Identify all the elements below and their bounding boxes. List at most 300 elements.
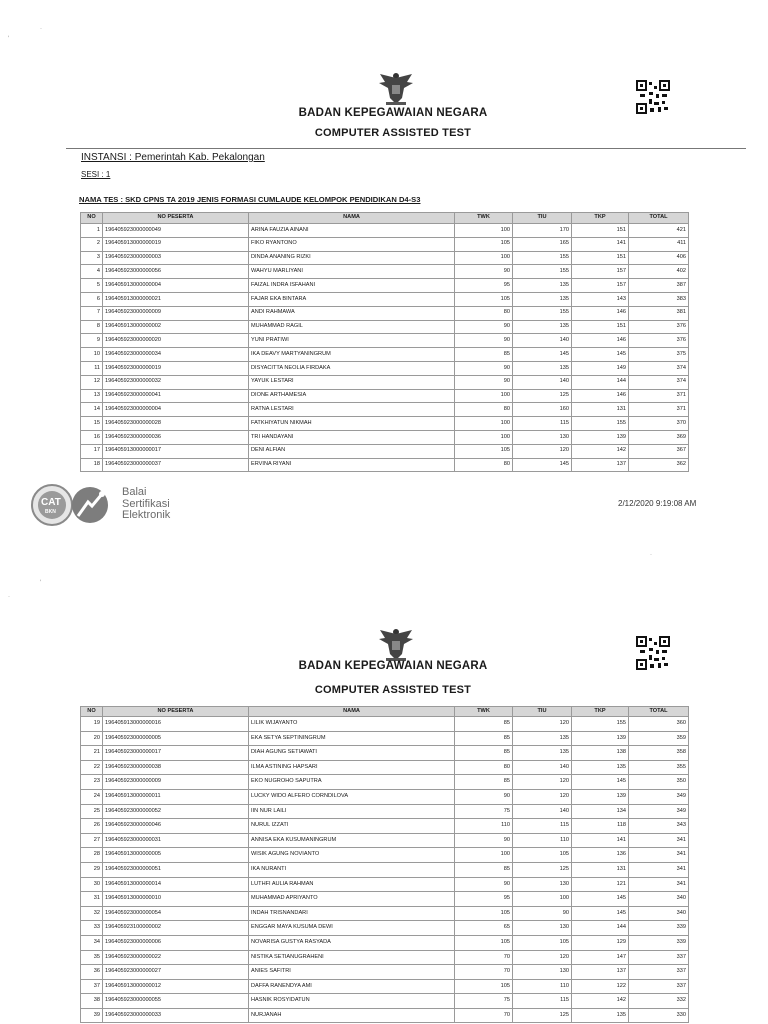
table-cell: 196405923000000031 [103,833,249,848]
column-header: NO PESERTA [103,707,249,717]
table-cell: 32 [81,906,103,921]
table-cell: 95 [455,279,513,293]
table-cell: 145 [513,348,572,362]
table-cell: 15 [81,417,103,431]
table-cell: DINDA ANANING RIZKI [249,251,455,265]
table-cell: 339 [629,935,689,950]
table-cell: LILIK WIJAYANTO [249,717,455,732]
table-cell: FATKHIYATUN NIKMAH [249,417,455,431]
table-cell: 155 [513,306,572,320]
table-cell: TRI HANDAYANI [249,430,455,444]
garuda-emblem-icon [376,624,416,664]
table-cell: 341 [629,877,689,892]
seal-line: Elektronik [122,509,171,522]
table-cell: 70 [455,1008,513,1023]
table-cell: 100 [455,389,513,403]
table-cell: 139 [572,430,629,444]
table-cell: 196405923000000009 [103,775,249,790]
table-cell: 146 [572,306,629,320]
column-header: TWK [455,707,513,717]
table-cell: 149 [572,361,629,375]
table-cell: LUCKY WIDO ALFERO CORNDILOVA [249,789,455,804]
table-cell: 355 [629,760,689,775]
table-cell: 20 [81,731,103,746]
seal-badge-top: CAT [41,497,61,508]
table-row [81,746,689,761]
table-cell: 80 [455,760,513,775]
table-header-row [81,707,689,717]
table-cell: 157 [572,279,629,293]
table-cell: 341 [629,848,689,863]
table-cell: 358 [629,746,689,761]
table-cell: 2 [81,237,103,251]
table-cell: 332 [629,994,689,1009]
table-row [81,979,689,994]
table-cell: LUTHFI AULIA RAHMAN [249,877,455,892]
table-cell: 85 [455,862,513,877]
table-row [81,789,689,804]
table-row [81,760,689,775]
table-cell: ERVINA RIYANI [249,458,455,472]
table-cell: 140 [513,804,572,819]
table-cell: 28 [81,848,103,863]
table-cell: 196405913000000011 [103,789,249,804]
column-header: NO [81,213,103,224]
table-cell: FAIZAL INDRA ISFAHANI [249,279,455,293]
table-cell: 135 [513,746,572,761]
table-cell: MUHAMMAD APRIYANTO [249,892,455,907]
table-cell: 196405923000000054 [103,906,249,921]
table-cell: 196405913000000002 [103,320,249,334]
table-cell: 139 [572,789,629,804]
table-cell: 129 [572,935,629,950]
table-cell: 115 [513,994,572,1009]
table-cell: 90 [513,906,572,921]
table-row [81,237,689,251]
table-cell: 341 [629,862,689,877]
table-cell: 18 [81,458,103,472]
table-cell: 34 [81,935,103,950]
table-cell: 100 [455,430,513,444]
table-cell: NOVARISA GUSTYA RASYADA [249,935,455,950]
table-cell: 120 [513,717,572,732]
table-row [81,430,689,444]
table-row [81,375,689,389]
table-cell: 125 [513,389,572,403]
table-row [81,279,689,293]
table-cell: 359 [629,731,689,746]
table-cell: 196405923000000037 [103,458,249,472]
table-cell: WAHYU MARLIYANI [249,265,455,279]
table-cell: HASNIK ROSYIDATUN [249,994,455,1009]
column-header: TOTAL [629,707,689,717]
table-cell: 341 [629,833,689,848]
table-cell: 140 [513,334,572,348]
table-cell: 85 [455,775,513,790]
table-cell: 105 [455,237,513,251]
table-cell: 85 [455,717,513,732]
table-cell: 196405913000000017 [103,444,249,458]
table-cell: 196405923000000009 [103,306,249,320]
table-cell: 151 [572,224,629,238]
table-cell: 196405923000000017 [103,746,249,761]
table-cell: 374 [629,361,689,375]
table-cell: 136 [572,848,629,863]
column-header: NO [81,707,103,717]
table-cell: 7 [81,306,103,320]
results-table [80,212,689,472]
table-cell: 90 [455,833,513,848]
table-cell: 1 [81,224,103,238]
table-cell: 12 [81,375,103,389]
table-cell: 165 [513,237,572,251]
table-cell: 196405913000000004 [103,279,249,293]
scan-speck: ‘ [8,36,10,42]
table-cell: 196405923000000019 [103,361,249,375]
table-cell: 135 [513,361,572,375]
table-row [81,775,689,790]
table-cell: 142 [572,994,629,1009]
table-row [81,417,689,431]
table-cell: 196405913000000019 [103,237,249,251]
table-row [81,1008,689,1023]
table-cell: 196405923000000038 [103,760,249,775]
nama-tes-label: NAMA TES : SKD CPNS TA 2019 JENIS FORMASI CUMLAUDE KELOMPOK PENDIDIKAN D4-S3 [79,195,421,204]
table-cell: 65 [455,921,513,936]
table-cell: 383 [629,292,689,306]
table-cell: 135 [513,731,572,746]
table-cell: 4 [81,265,103,279]
table-cell: 13 [81,389,103,403]
table-row [81,819,689,834]
table-cell: 115 [513,819,572,834]
results-table [80,706,689,1023]
column-header: NAMA [249,213,455,224]
table-cell: DIAH AGUNG SETIAWATI [249,746,455,761]
table-cell: 135 [572,1008,629,1023]
table-cell: 110 [513,833,572,848]
table-cell: 387 [629,279,689,293]
table-cell: 105 [455,292,513,306]
table-cell: 130 [513,877,572,892]
column-header: TIU [513,213,572,224]
table-cell: 21 [81,746,103,761]
column-header: NAMA [249,707,455,717]
table-row [81,348,689,362]
table-cell: 105 [455,906,513,921]
table-cell: 196405923000000046 [103,819,249,834]
table-cell: MUHAMMAD RAGIL [249,320,455,334]
table-cell: 25 [81,804,103,819]
table-cell: 134 [572,804,629,819]
table-cell: 5 [81,279,103,293]
scan-speck: · [40,26,42,32]
table-cell: 144 [572,921,629,936]
table-cell: 120 [513,775,572,790]
table-cell: 155 [513,251,572,265]
table-cell: 196405923000000020 [103,334,249,348]
table-cell: 22 [81,760,103,775]
print-timestamp: 2/12/2020 9:19:08 AM [618,499,697,508]
table-cell: 196405923000000051 [103,862,249,877]
test-subtitle: COMPUTER ASSISTED TEST [314,127,472,139]
table-row [81,804,689,819]
table-cell: 85 [455,731,513,746]
table-cell: 135 [513,292,572,306]
table-header-row [81,213,689,224]
table-cell: ENGGAR MAYA KUSUMA DEWI [249,921,455,936]
table-cell: 140 [513,760,572,775]
table-row [81,361,689,375]
table-cell: 146 [572,334,629,348]
table-cell: ANIES SAFITRI [249,965,455,980]
table-cell: 340 [629,906,689,921]
table-cell: 23 [81,775,103,790]
table-cell: 141 [572,833,629,848]
table-cell: 75 [455,804,513,819]
table-cell: 139 [572,731,629,746]
table-cell: 340 [629,892,689,907]
table-cell: 90 [455,334,513,348]
table-cell: 343 [629,819,689,834]
table-row [81,862,689,877]
table-cell: 30 [81,877,103,892]
table-cell: 120 [513,950,572,965]
table-cell: 196405913000000014 [103,877,249,892]
table-cell: 14 [81,403,103,417]
table-cell: 110 [455,819,513,834]
table-row [81,892,689,907]
table-cell: 85 [455,348,513,362]
table-cell: 196405913000000012 [103,979,249,994]
table-cell: 29 [81,862,103,877]
table-cell: 170 [513,224,572,238]
table-cell: 3 [81,251,103,265]
seal-badge-bottom: BKN [45,509,56,515]
table-row [81,320,689,334]
table-cell: 121 [572,877,629,892]
table-cell: 144 [572,375,629,389]
table-cell: 95 [455,892,513,907]
table-cell: 349 [629,804,689,819]
table-cell: DISYACITTA NEOLIA FIRDAKA [249,361,455,375]
table-cell: ILMA ASTINING HAPSARI [249,760,455,775]
org-title: BADAN KEPEGAWAIAN NEGARA [298,660,488,672]
table-cell: 6 [81,292,103,306]
table-row [81,921,689,936]
table-cell: IIN NUR LAILI [249,804,455,819]
document-page-2 [0,560,768,1024]
table-cell: 11 [81,361,103,375]
table-cell: 196405923000000033 [103,1008,249,1023]
table-row [81,994,689,1009]
table-cell: INDAH TRISNANDARI [249,906,455,921]
table-row [81,717,689,732]
table-cell: 370 [629,417,689,431]
table-cell: 360 [629,717,689,732]
table-cell: 367 [629,444,689,458]
table-cell: 406 [629,251,689,265]
table-cell: 196405923000000036 [103,430,249,444]
table-cell: WISIK AGUNG NOVIANTO [249,848,455,863]
seal-line: Balai [122,486,147,498]
table-row [81,292,689,306]
table-cell: 105 [455,444,513,458]
table-row [81,848,689,863]
table-cell: 118 [572,819,629,834]
table-cell: 196405923000000006 [103,935,249,950]
table-cell: ARINA FAUZIA AINANI [249,224,455,238]
scan-speck: ‘ [40,580,42,586]
table-cell: 70 [455,965,513,980]
table-cell: 421 [629,224,689,238]
table-cell: 374 [629,375,689,389]
table-cell: 135 [572,760,629,775]
table-cell: 196405923100000002 [103,921,249,936]
table-cell: NISTIKA SETIANUGRAHENI [249,950,455,965]
column-header: NO PESERTA [103,213,249,224]
column-header: TIU [513,707,572,717]
table-cell: 24 [81,789,103,804]
table-cell: 120 [513,789,572,804]
table-cell: 80 [455,403,513,417]
table-cell: 350 [629,775,689,790]
table-row [81,965,689,980]
table-cell: 135 [513,279,572,293]
table-cell: 371 [629,403,689,417]
table-row [81,265,689,279]
table-cell: 137 [572,458,629,472]
table-row [81,731,689,746]
table-cell: EKO NUGROHO SAPUTRA [249,775,455,790]
table-cell: 16 [81,430,103,444]
table-cell: 90 [455,877,513,892]
table-cell: 330 [629,1008,689,1023]
table-cell: 90 [455,375,513,389]
table-cell: 141 [572,237,629,251]
table-cell: IKA DEAVY MARTYANINGRUM [249,348,455,362]
table-cell: 196405923000000049 [103,224,249,238]
table-cell: YAYUK LESTARI [249,375,455,389]
table-cell: 105 [455,979,513,994]
table-cell: 196405923000000028 [103,417,249,431]
table-cell: RATNA LESTARI [249,403,455,417]
instansi-label: INSTANSI : Pemerintah Kab. Pekalongan [81,152,265,163]
table-cell: NURJANAH [249,1008,455,1023]
table-cell: 337 [629,965,689,980]
table-cell: 130 [513,921,572,936]
table-cell: 105 [513,848,572,863]
table-cell: 196405923000000003 [103,251,249,265]
table-cell: 90 [455,265,513,279]
seal-line: Sertifikasi [122,497,170,510]
table-cell: 155 [572,717,629,732]
table-cell: 8 [81,320,103,334]
table-cell: YUNI PRATIWI [249,334,455,348]
table-cell: 157 [572,265,629,279]
table-cell: 375 [629,348,689,362]
column-header: TOTAL [629,213,689,224]
table-cell: 339 [629,921,689,936]
table-cell: 100 [513,892,572,907]
table-cell: 196405913000000010 [103,892,249,907]
table-cell: 19 [81,717,103,732]
table-row [81,389,689,403]
table-cell: 90 [455,320,513,334]
table-cell: IKA NURANTI [249,862,455,877]
table-cell: 10 [81,348,103,362]
table-cell: 145 [572,775,629,790]
table-cell: 80 [455,306,513,320]
table-cell: 31 [81,892,103,907]
table-cell: 131 [572,403,629,417]
table-cell: 100 [455,224,513,238]
table-cell: 145 [572,906,629,921]
column-header: TKP [572,213,629,224]
scan-speck: · [8,594,10,600]
table-cell: 196405923000000027 [103,965,249,980]
table-cell: 411 [629,237,689,251]
table-cell: 38 [81,994,103,1009]
test-subtitle: COMPUTER ASSISTED TEST [314,684,472,696]
table-cell: ANDI RAHMAWA [249,306,455,320]
table-cell: 17 [81,444,103,458]
table-row [81,224,689,238]
table-cell: 105 [513,935,572,950]
table-cell: 115 [513,417,572,431]
table-cell: 130 [513,965,572,980]
table-cell: 196405923000000041 [103,389,249,403]
table-cell: 125 [513,1008,572,1023]
table-row [81,458,689,472]
table-cell: 80 [455,458,513,472]
table-cell: 381 [629,306,689,320]
org-title: BADAN KEPEGAWAIAN NEGARA [298,107,488,119]
table-cell: 145 [513,458,572,472]
table-row [81,334,689,348]
table-cell: 143 [572,292,629,306]
table-cell: 376 [629,334,689,348]
table-cell: 120 [513,444,572,458]
table-cell: 36 [81,965,103,980]
table-cell: 122 [572,979,629,994]
table-cell: 369 [629,430,689,444]
table-row [81,877,689,892]
table-row [81,444,689,458]
table-row [81,833,689,848]
table-cell: 196405913000000016 [103,717,249,732]
table-cell: 100 [455,251,513,265]
table-cell: 145 [572,892,629,907]
table-cell: 90 [455,361,513,375]
table-cell: 196405923000000005 [103,731,249,746]
table-cell: 337 [629,950,689,965]
table-cell: 337 [629,979,689,994]
table-cell: 151 [572,251,629,265]
table-cell: DAFFA RANENDYA AMI [249,979,455,994]
table-row [81,935,689,950]
table-cell: DIONE ARTHAMESIA [249,389,455,403]
table-row [81,251,689,265]
table-cell: 130 [513,430,572,444]
table-cell: ANNISA EKA KUSUMANINGRUM [249,833,455,848]
table-cell: 155 [513,265,572,279]
garuda-emblem-icon [376,68,416,108]
table-cell: 39 [81,1008,103,1023]
table-cell: 196405923000000004 [103,403,249,417]
table-cell: 196405923000000055 [103,994,249,1009]
table-row [81,306,689,320]
